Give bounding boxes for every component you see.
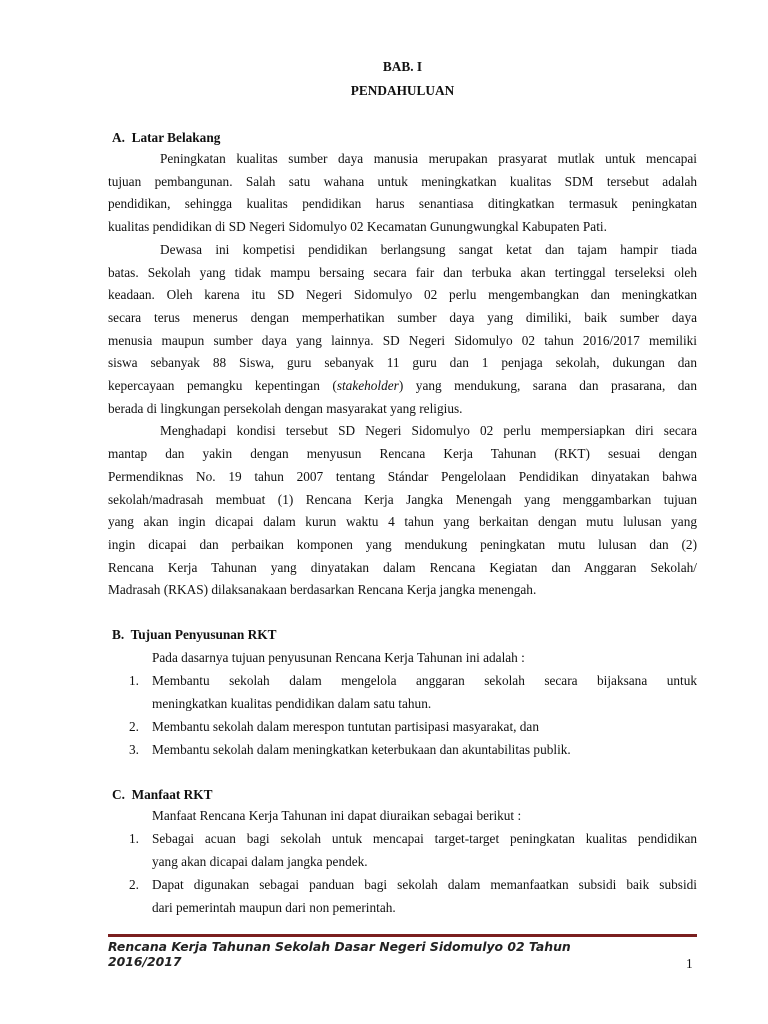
paragraph-line: menusia maupun sumber daya yang lainnya. SD Negeri Sidomulyo 02 tahun 2016/2017 memiliki <box>108 332 697 348</box>
list-item-line: Membantu sekolah dalam meningkatkan keterbukaan dan akuntabilitas publik. <box>152 742 571 757</box>
paragraph-line: mantap dan yakin dengan menyusun Rencana Kerja Tahunan (RKT) sesuai dengan <box>108 446 697 462</box>
chapter-title: PENDAHULUAN <box>350 83 455 98</box>
section-b-label: B. <box>112 627 125 642</box>
list-number: 2. <box>129 719 139 734</box>
list-item-line: yang akan dicapai dalam jangka pendek. <box>152 853 368 869</box>
footer-line: Rencana Kerja Tahunan Sekolah Dasar Negeri Sidomulyo 02 Tahun <box>108 939 571 954</box>
section-b-title: Tujuan Penyusunan RKT <box>130 627 277 642</box>
paragraph-line: secara terus menerus dengan memperhatikan sumber daya yang dimiliki, baik sumber daya <box>108 309 697 325</box>
paragraph-line: Dewasa ini kompetisi pendidikan berlangsung sangat ketat dan tajam hampir tiada <box>160 241 697 257</box>
paragraph-line: ingin dicapai dan perbaikan komponen yang mendukung peningkatan mutu lulusan dan (2) <box>108 536 697 552</box>
list-item <box>152 828 697 873</box>
section-a-body <box>108 148 697 602</box>
paragraph-line: Menghadapi kondisi tersebut SD Negeri Sidomulyo 02 perlu mempersiapkan diri secara <box>160 423 697 439</box>
section-c-label: C. <box>112 787 125 802</box>
list-number: 1. <box>129 673 139 688</box>
list-item-line: Membantu sekolah dalam merespon tuntutan partisipasi masyarakat, dan <box>152 719 539 734</box>
italic-term: stakeholder <box>336 378 399 394</box>
list-item <box>152 670 697 715</box>
footer-caption <box>108 939 668 969</box>
list-number: 1. <box>129 831 139 846</box>
text-span: ) yang mendukung, sarana dan prasarana, dan <box>398 378 697 394</box>
paragraph-line: yang akan ingin dicapai dalam kurun waktu 4 tahun yang berkaitan dengan mutu lulusan yang <box>108 514 697 530</box>
section-c-title: Manfaat RKT <box>131 787 213 802</box>
list-item-line: dari pemerintah maupun dari non pemerintah. <box>152 899 396 915</box>
list-item <box>152 716 697 739</box>
section-b-heading <box>112 627 276 643</box>
list-item <box>152 874 697 919</box>
paragraph-line: Madrasah (RKAS) dilaksanakaan berdasarkan Rencana Kerja jangka menengah. <box>108 582 537 598</box>
list-item <box>152 739 697 762</box>
section-b-intro: Pada dasarnya tujuan penyusunan Rencana Kerja Tahunan ini adalah : <box>152 650 525 665</box>
paragraph-line: sekolah/madrasah membuat (1) Rencana Kerja Jangka Menengah yang menggambarkan tujuan <box>108 491 697 507</box>
list-item-line: Dapat digunakan sebagai panduan bagi sekolah dalam memanfaatkan subsidi baik subsidi <box>152 877 697 892</box>
list-item-line: Sebagai acuan bagi sekolah untuk mencapai target-target peningkatan kualitas pendidikan <box>152 831 697 846</box>
section-a-heading <box>112 130 220 146</box>
paragraph-line: keadaan. Oleh karena itu SD Negeri Sidomulyo 02 perlu mengembangkan dan meningkatkan <box>108 287 697 303</box>
paragraph-line: siswa sebanyak 88 Siswa, guru sebanyak 11 guru dan 1 penjaga sekolah, dukungan dan <box>108 355 697 371</box>
paragraph-line: berada di lingkungan persekolah dengan masyarakat yang religius. <box>108 400 463 416</box>
paragraph-line: Permendiknas No. 19 tahun 2007 tentang Stándar Pengelolaan Pendidikan dinyatakan bahwa <box>108 468 697 484</box>
chapter-number: BAB. I <box>382 59 423 74</box>
text-span: kepercayaan pemangku kepentingan ( <box>108 378 337 394</box>
section-c-heading <box>112 787 212 803</box>
footer-rule <box>108 934 697 937</box>
page-number: 1 <box>686 956 693 971</box>
section-c-intro: Manfaat Rencana Kerja Tahunan ini dapat diuraikan sebagai berikut : <box>152 808 522 823</box>
footer-line: 2016/2017 <box>108 954 182 969</box>
list-number: 3. <box>129 742 139 757</box>
paragraph-line <box>108 375 697 398</box>
list-number: 2. <box>129 877 139 892</box>
section-a-label: A. <box>112 130 125 145</box>
section-a-title: Latar Belakang <box>131 130 221 145</box>
paragraph-line: Peningkatan kualitas sumber daya manusia merupakan prasyarat mutlak untuk mencapai <box>160 151 697 166</box>
paragraph-line: kualitas pendidikan di SD Negeri Sidomulyo 02 Kecamatan Gunungwungkal Kabupaten Pati. <box>108 219 607 235</box>
paragraph-line: batas. Sekolah yang tidak mampu bersaing secara fair dan terbuka akan tertinggal terseleksi oleh <box>108 264 697 280</box>
list-item-line: meningkatkan kualitas pendidikan dalam satu tahun. <box>152 695 432 711</box>
paragraph-line: tujuan pembangunan. Salah satu wahana untuk meningkatkan kualitas SDM tersebut adalah <box>108 173 697 189</box>
paragraph-line: pendidikan, sehingga kualitas pendidikan harus senantiasa ditingkatkan termasuk peningkatan <box>108 196 697 212</box>
list-item-line: Membantu sekolah dalam mengelola anggaran sekolah secara bijaksana untuk <box>152 673 697 688</box>
paragraph-line: Rencana Kerja Tahunan yang dinyatakan dalam Rencana Kegiatan dan Anggaran Sekolah/ <box>108 559 697 575</box>
